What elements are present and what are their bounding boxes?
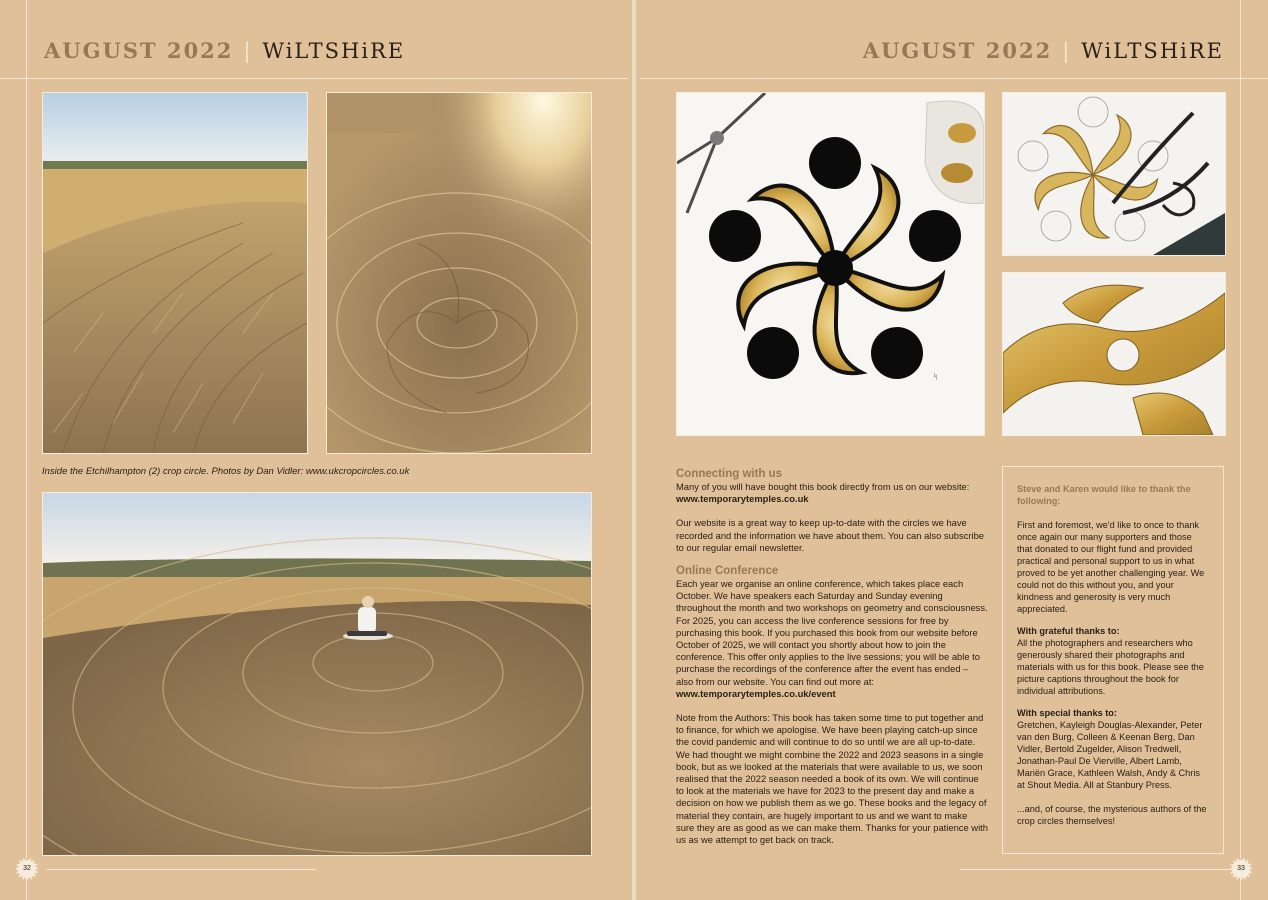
connecting-text-1: Many of you will have bought this book directly from us on our website:: [676, 481, 970, 492]
header-place: WiLTSHiRE: [1081, 39, 1224, 63]
thanks-box: [1002, 466, 1224, 854]
crop-circle-photo-2: [326, 92, 592, 454]
website-link[interactable]: www.temporarytemples.co.uk: [676, 493, 809, 505]
online-conference-heading: Online Conference: [676, 565, 779, 578]
pinwheel-sketch-photo: [1002, 92, 1226, 256]
thanks-text-3: Gretchen, Kayleigh Douglas-Alexander, Peter van den Burg, Colleen & Keenan Berg, Dan Vidler, Bertold Zugelder, Alison Tredwell, Jonathan-Paul De Vierville, Albert Lamb, Mariën Grace, Kathleen Walsh, Andy & Chris at Shout Media. All at Stanbury Press.: [1017, 720, 1203, 790]
right-page-header: AUGUST 2022 | WiLTSHiRE: [862, 38, 1224, 63]
header-date: AUGUST 2022: [862, 38, 1053, 63]
gold-closeup-photo: [1002, 272, 1226, 436]
header-place: WiLTSHiRE: [262, 39, 406, 63]
online-conference-text: Each year we organise an online conference, which takes place each October. We have speakers each Saturday and Sunday evening throughout the month and two workshops on geometry and consciousness. For 2025, you can access the live conference sessions for free by purchasing this book. If you purchased this book from our website before October of 2025, we will contact you shortly about how to join the conference. This offer only applies to the live sessions; you will be able to purchase the recordings of the conference after the event has ended – also from our website. You can find out more at:: [676, 578, 988, 687]
grateful-thanks-heading: With grateful thanks to:: [1017, 626, 1120, 636]
event-link[interactable]: www.temporarytemples.co.uk/event: [676, 687, 836, 699]
authors-note: Note from the Authors: This book has taken some time to put together and to finance, for which we apologise. We have been playing catch-up since the covid pandemic and will continue to do so until we are all up-to-date. We had thought we might combine the 2022 and 2023 seasons in a single book, but as we looked at the materials that were available to us, we soon realised that the 2022 season needed a book of its own. We will continue to look at the materials we have for 2023 to the present day and make a decision on how we publish them as we go. These books and the legacy of material they contain, are hugely important to us and we want to make sure they are as good as we can make them. Thanks for your patience with us as we attempt to get back on track.: [676, 712, 988, 846]
header-date: AUGUST 2022: [44, 38, 234, 63]
header-rule-left: [0, 78, 628, 79]
left-page-header: AUGUST 2022 | WiLTSHiRE: [44, 38, 406, 63]
frame-line-left: [26, 0, 27, 900]
connecting-text-2: Our website is a great way to keep up-to-date with the circles we have recorded and the information we have about them. You can also subscribe to our regular email newsletter.: [676, 517, 985, 553]
footer-rule-right: [960, 869, 1230, 870]
thanks-text-4: ...and, of course, the mysterious authors of the crop circles themselves!: [1017, 804, 1207, 826]
crop-circle-photo-1: [42, 92, 308, 454]
thanks-text-2: All the photographers and researchers who generously shared their photographs and materials with us for this book. Please see the picture captions throughout the book for individual attributions.: [1017, 638, 1204, 696]
header-rule-right: [640, 78, 1268, 79]
connecting-section: [676, 467, 988, 846]
page-number-right: 33: [1230, 858, 1252, 880]
crop-circle-photo-3: [42, 492, 592, 856]
thanks-text-1: First and foremost, we'd like to once to thank once again our many supporters and those that donated to our flight fund and provided practical and personal support to us in what proved to be yet another challenging year. We could not do this without you, and your kindness and generosity is very much appreciated.: [1017, 520, 1205, 614]
svg-text:ᛋ: ᛋ: [933, 372, 938, 381]
page-gutter: [632, 0, 636, 900]
page-number-left: 32: [16, 858, 38, 880]
frame-line-right: [1240, 0, 1241, 900]
photo-caption: Inside the Etchilhampton (2) crop circle. Photos by Dan Vidler: www.ukcropcircles.co.uk: [42, 466, 410, 477]
gold-pinwheel-painting: [676, 92, 985, 436]
connecting-heading: Connecting with us: [676, 468, 783, 480]
thanks-heading: Steve and Karen would like to thank the following:: [1017, 484, 1191, 506]
footer-rule-left: [46, 869, 316, 870]
special-thanks-heading: With special thanks to:: [1017, 708, 1117, 718]
